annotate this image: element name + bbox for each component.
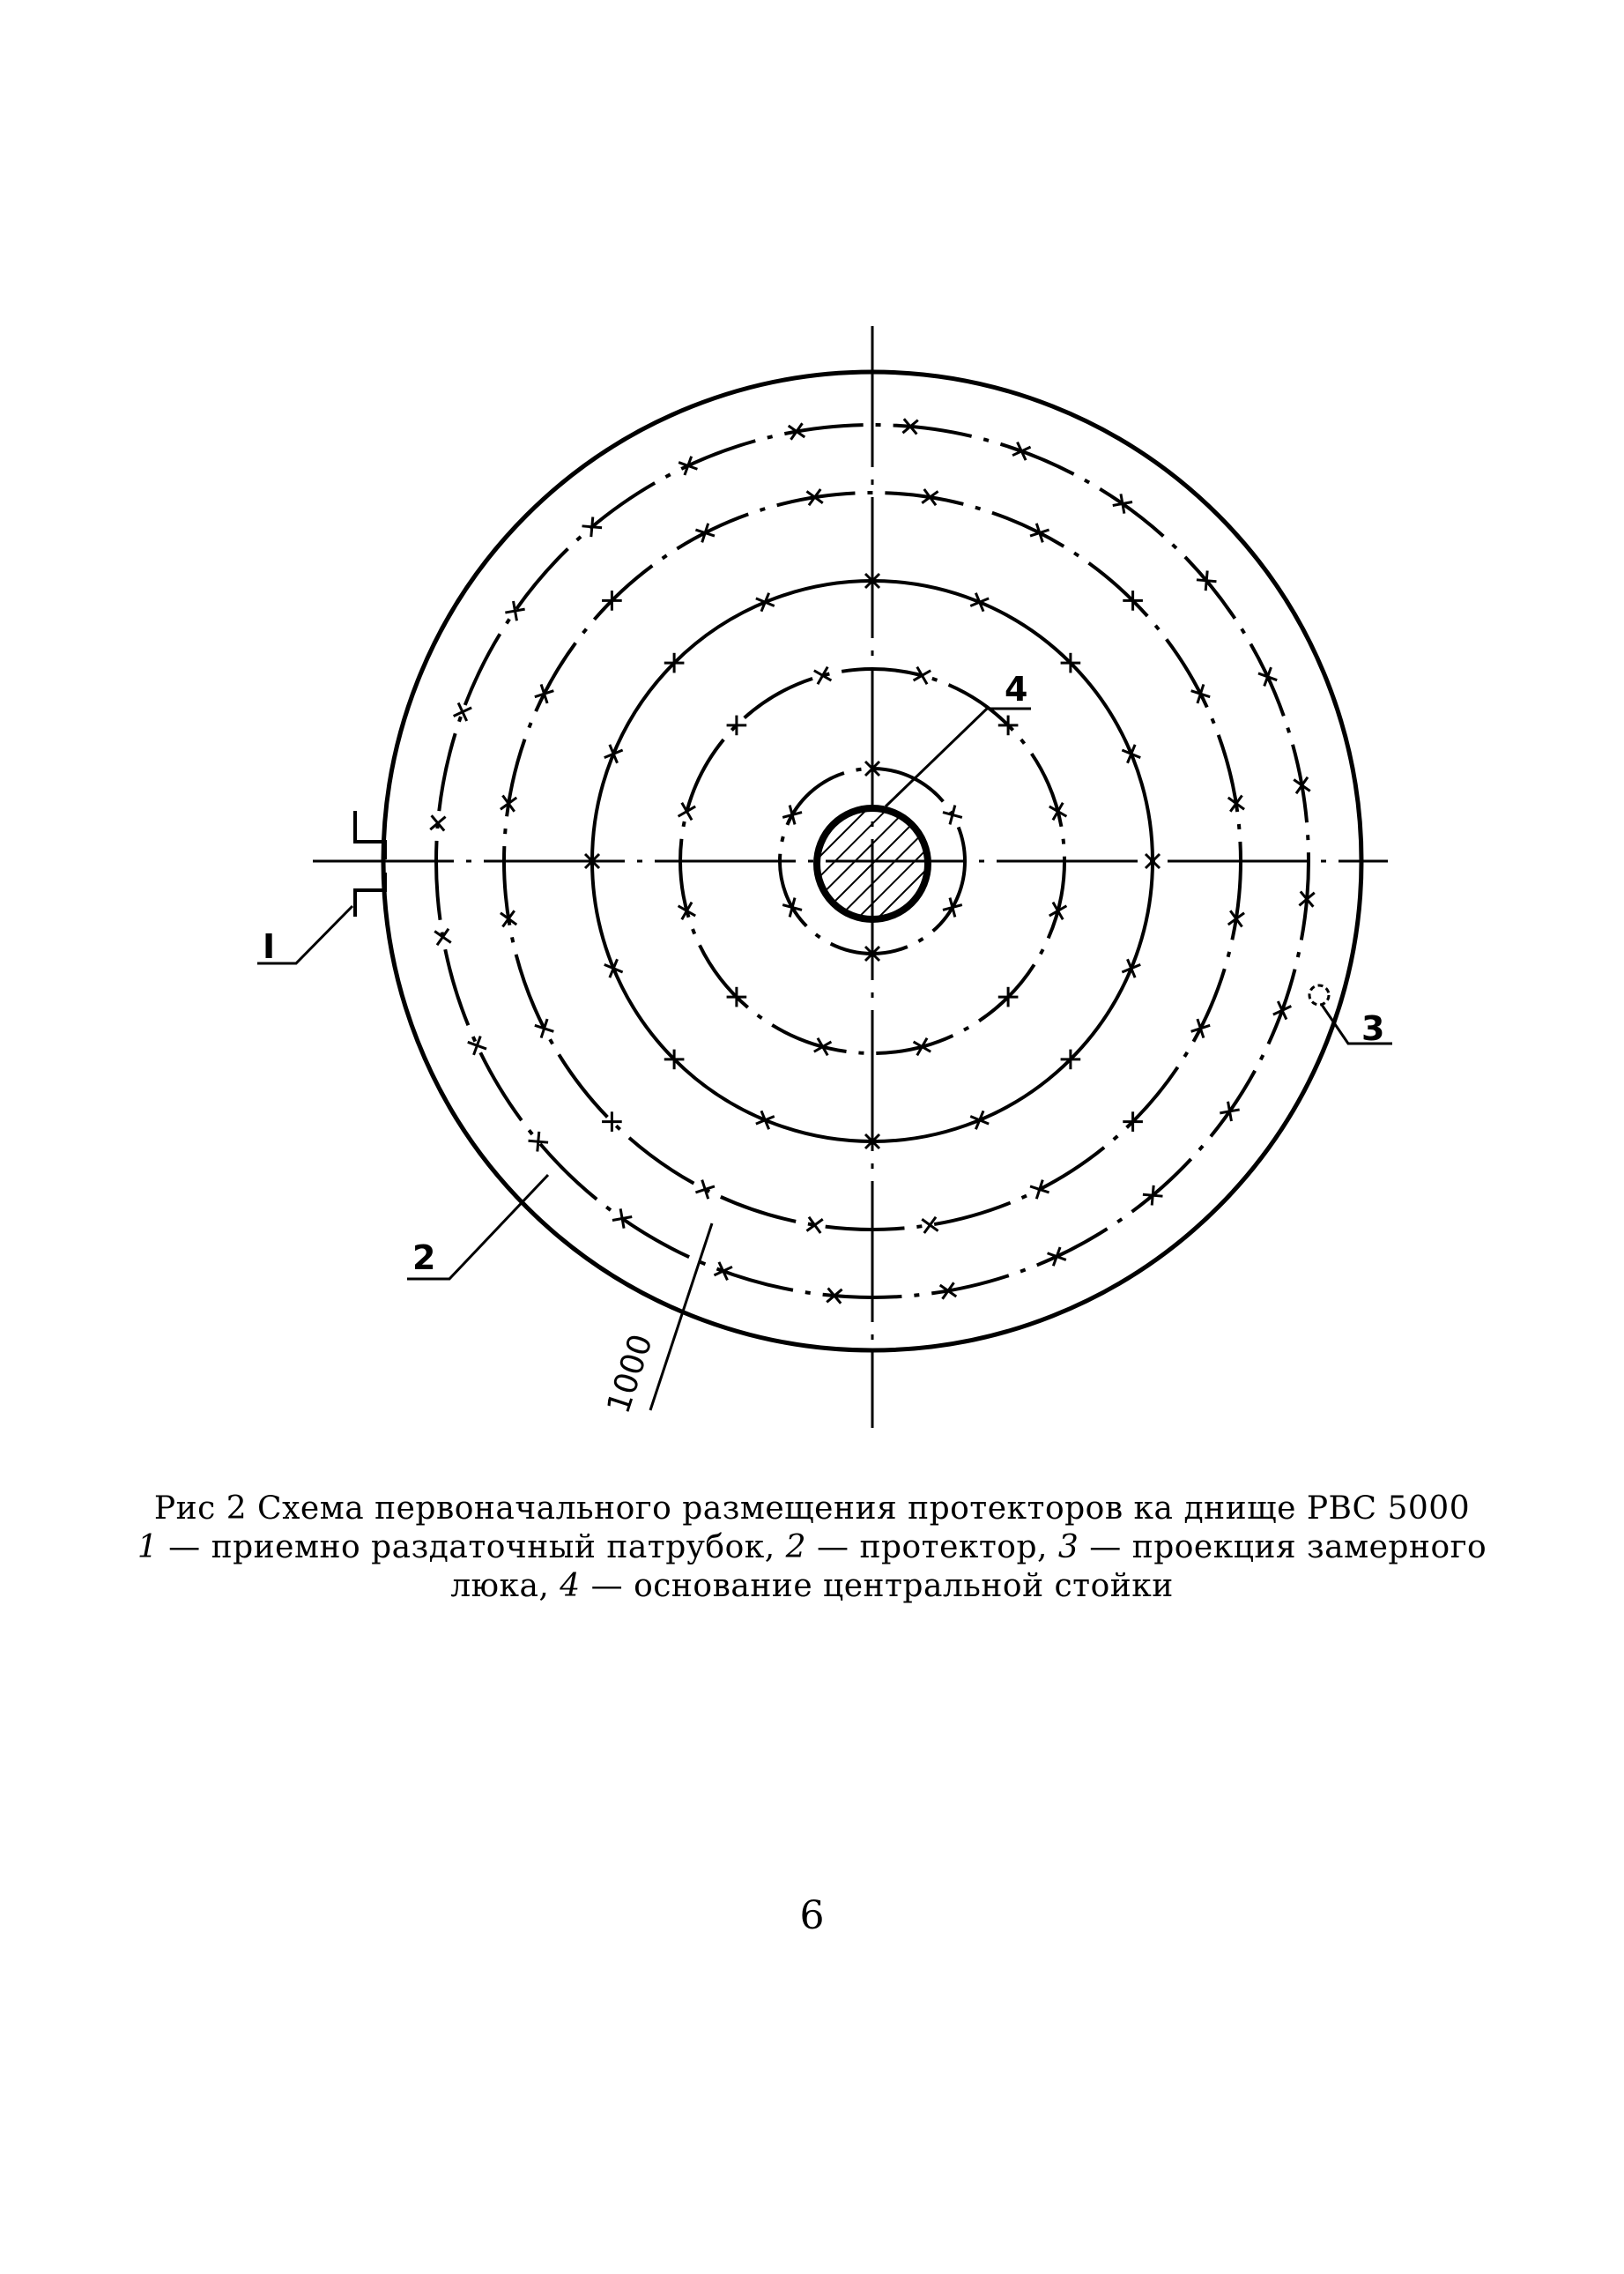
protector-marker: [1191, 1019, 1211, 1038]
protector-marker: [1191, 684, 1211, 703]
protector-marker: [454, 702, 472, 721]
nozzle-label: I: [263, 927, 276, 966]
protector-marker: [604, 745, 623, 763]
caption-line-2: 1 — приемно раздаточный патрубок, 2 — протектор, 3 — проекция замерного: [137, 1529, 1487, 1565]
protector-marker: [943, 806, 962, 825]
protector-label: 2: [412, 1238, 436, 1277]
protector-marker: [714, 1262, 732, 1281]
protector-marker: [970, 1111, 989, 1129]
protector-marker: [612, 1208, 632, 1228]
page-number: 6: [799, 1893, 825, 1938]
protector-marker: [782, 898, 802, 918]
protector-marker: [1048, 1247, 1066, 1266]
protector-marker: [756, 593, 775, 612]
protector-marker: [970, 593, 989, 612]
hatch-projection: [1309, 985, 1329, 1005]
protector-marker: [727, 716, 747, 736]
protector-marker: [1273, 1001, 1292, 1020]
protector-marker: [782, 806, 802, 825]
dimension-label: 1000: [600, 1329, 660, 1418]
caption-line-3: люка, 4 — основание центральной стойки: [450, 1568, 1174, 1604]
protector-marker: [1012, 442, 1031, 461]
nozzle-symbol: [355, 811, 385, 917]
central-column-base: [817, 808, 928, 919]
protector-marker: [1030, 1180, 1049, 1200]
protector-marker: [604, 959, 623, 977]
caption-line-1: Рис 2 Схема первоначального размещения протекторов ка днище РВС 5000: [153, 1490, 1471, 1527]
protector-marker: [756, 1111, 775, 1129]
protector-marker: [535, 684, 554, 703]
column-label: 4: [1005, 670, 1028, 709]
protector-marker: [1030, 524, 1049, 543]
protector-marker: [695, 524, 715, 543]
protector-marker: [1122, 959, 1140, 977]
hatch-label: 3: [1361, 1009, 1385, 1048]
protector-marker: [468, 1037, 486, 1055]
protector-marker: [1258, 667, 1277, 686]
protector-marker: [434, 929, 451, 946]
protector-marker: [535, 1019, 554, 1038]
protector-marker: [679, 457, 697, 475]
protector-marker: [943, 898, 962, 918]
figure-caption: [0, 1490, 1624, 1606]
protector-marker: [1122, 745, 1140, 763]
protector-marker: [695, 1180, 715, 1200]
